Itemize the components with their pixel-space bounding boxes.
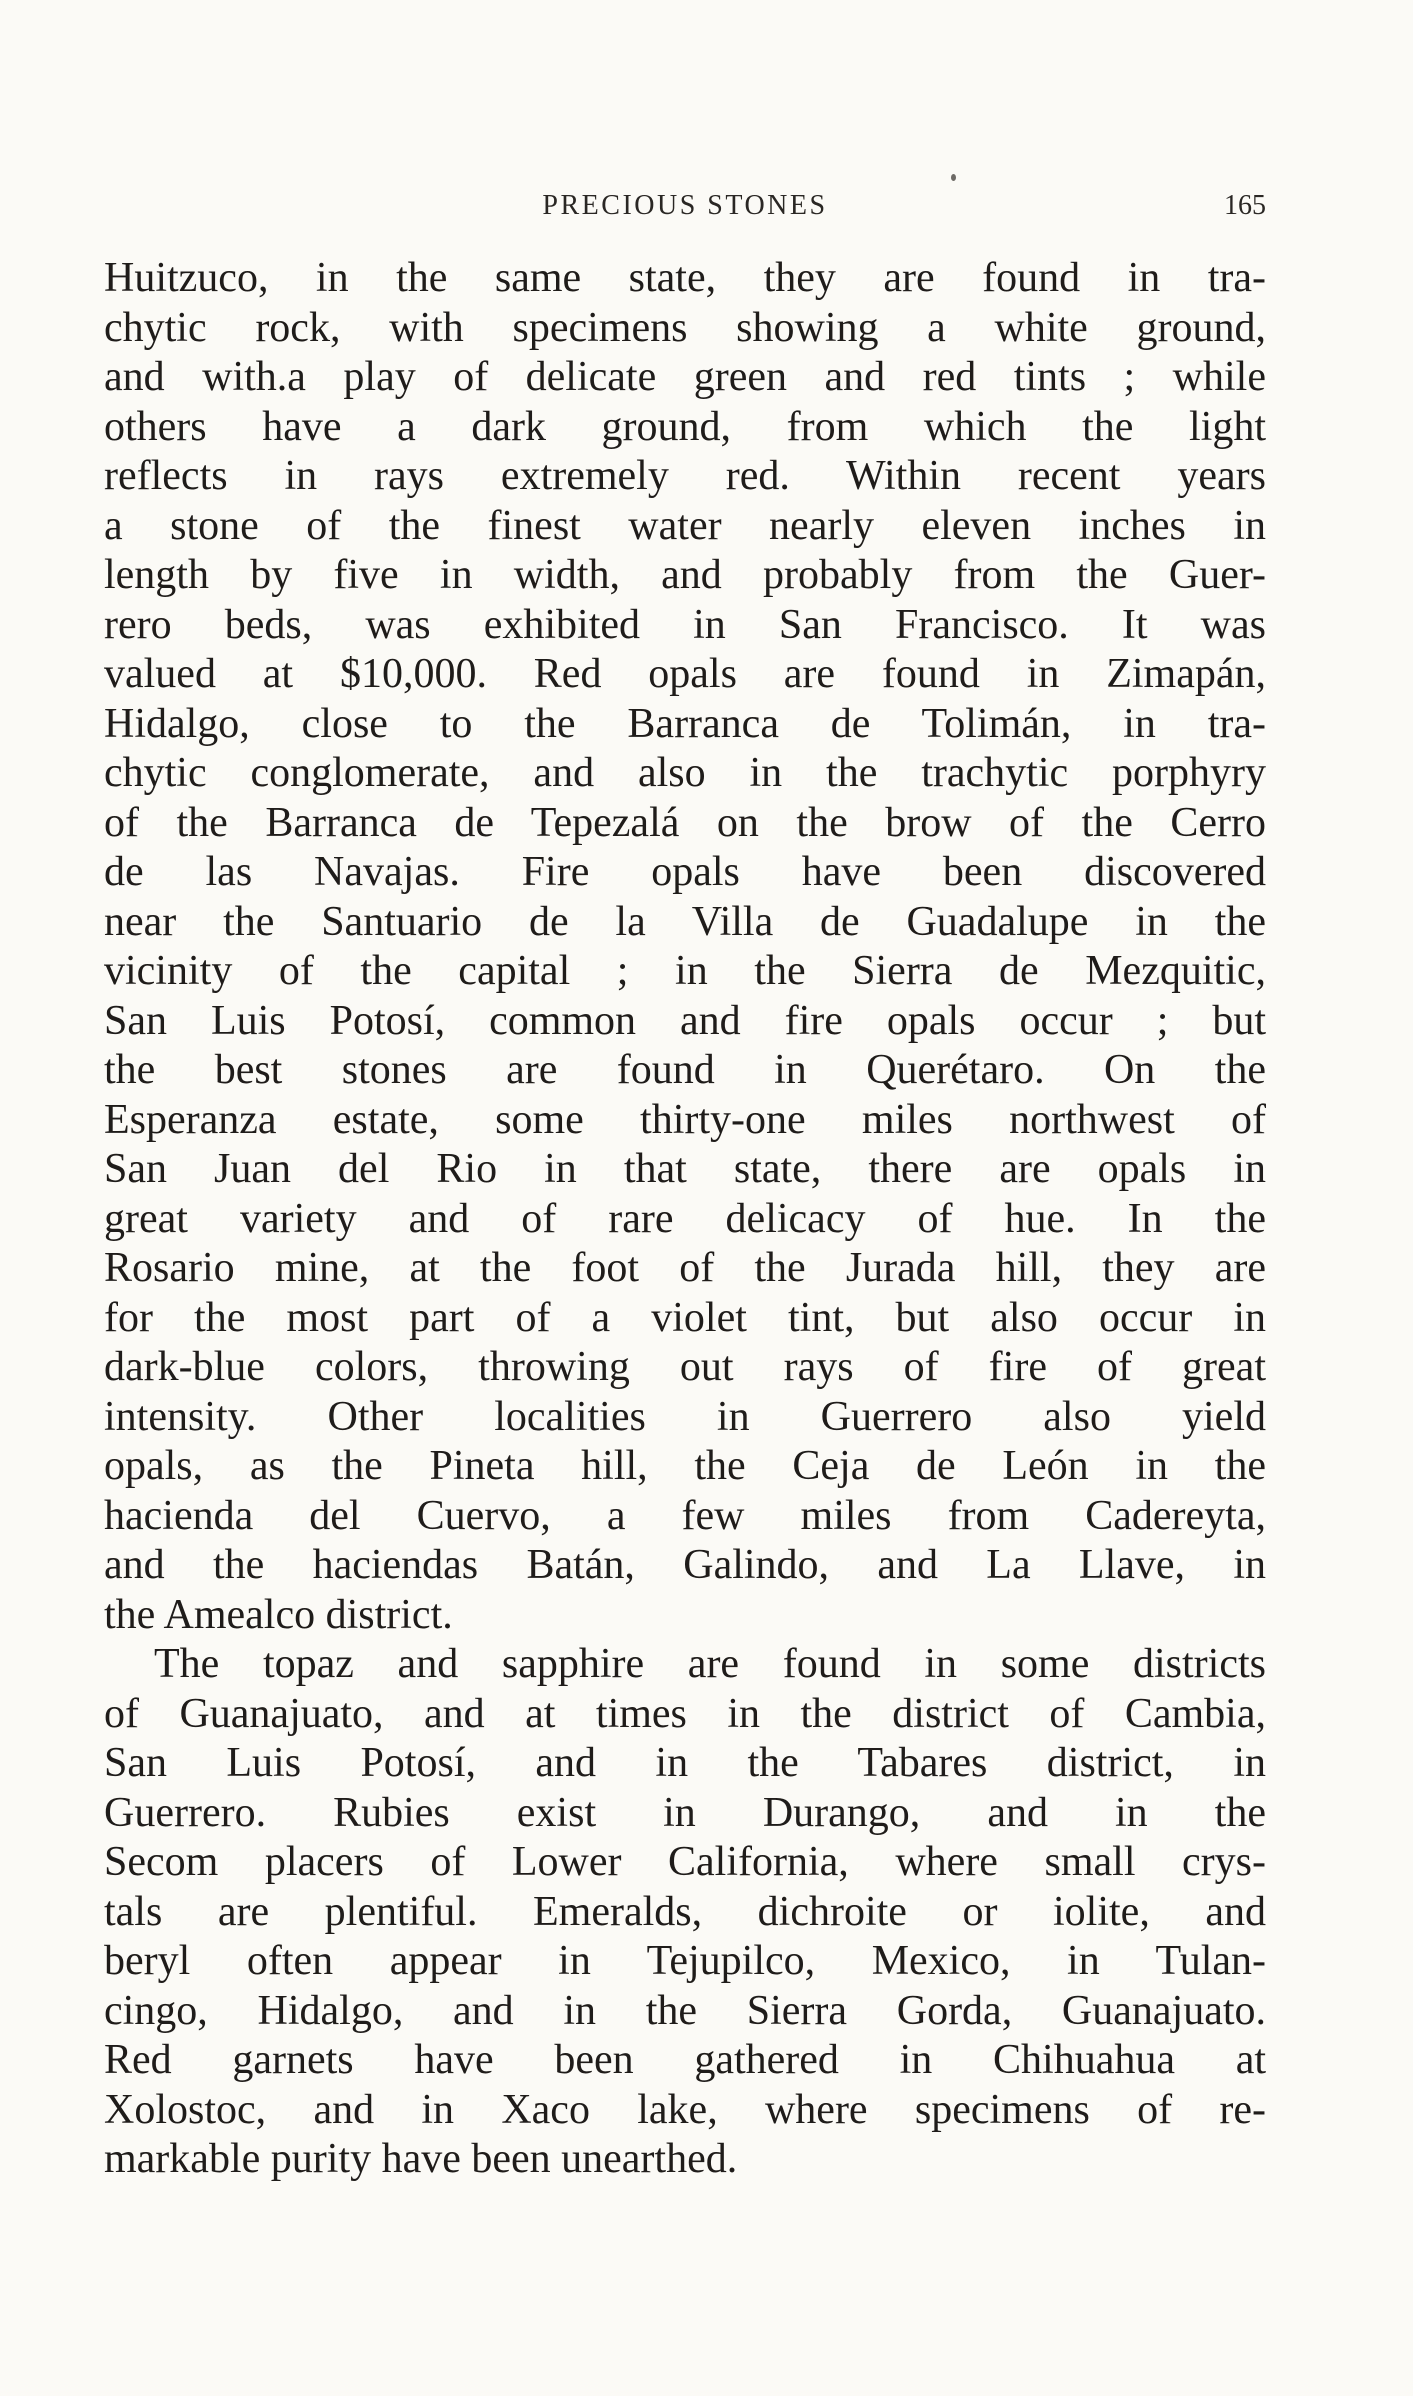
text-line: beryl often appear in Tejupilco, Mexico, in Tulan-	[104, 1938, 1266, 1984]
text-line: length by five in width, and probably from the Guer-	[104, 552, 1266, 598]
text-line: chytic rock, with specimens showing a white ground,	[104, 304, 1266, 351]
text-line: Rosario mine, at the foot of the Jurada hill, they are	[104, 1245, 1266, 1291]
paragraph-opals	[104, 254, 1266, 1640]
text-line: and with.a play of delicate green and red tints ; while	[104, 354, 1266, 400]
text-line: San Juan del Rio in that state, there are opals in	[104, 1146, 1266, 1192]
text-line: San Luis Potosí, and in the Tabares district, in	[104, 1740, 1266, 1786]
running-title: PRECIOUS STONES	[542, 190, 828, 221]
text-line: others have a dark ground, from which the light	[104, 403, 1266, 450]
text-line: for the most part of a violet tint, but also occur in	[104, 1294, 1266, 1341]
text-line: and the haciendas Batán, Galindo, and La Llave, in	[104, 1542, 1266, 1588]
text-line: chytic conglomerate, and also in the trachytic porphyry	[104, 750, 1266, 796]
text-line: tals are plentiful. Emeralds, dichroite or iolite, and	[104, 1888, 1266, 1935]
text-line: great variety and of rare delicacy of hue. In the	[104, 1195, 1266, 1242]
running-header	[104, 186, 1266, 226]
text-line: Secom placers of Lower California, where small crys-	[104, 1839, 1266, 1885]
text-line: de las Navajas. Fire opals have been discovered	[104, 849, 1266, 895]
text-line: the best stones are found in Querétaro. On the	[104, 1047, 1266, 1093]
text-line: a stone of the finest water nearly eleven inches in	[104, 502, 1266, 549]
text-line: the Amealco district.	[104, 1591, 453, 1638]
text-line: dark-blue colors, throwing out rays of fire of great	[104, 1344, 1266, 1390]
text-line: vicinity of the capital ; in the Sierra de Mezquitic,	[104, 948, 1266, 994]
text-line: markable purity have been unearthed.	[104, 2136, 738, 2182]
text-line: Esperanza estate, some thirty-one miles northwest of	[104, 1096, 1266, 1143]
text-line: Hidalgo, close to the Barranca de Tolimán, in tra-	[104, 700, 1266, 747]
text-line: The topaz and sapphire are found in some districts	[154, 1641, 1266, 1687]
text-line: of Guanajuato, and at times in the district of Cambia,	[104, 1690, 1266, 1737]
ink-speck	[951, 174, 956, 181]
text-line: cingo, Hidalgo, and in the Sierra Gorda, Guanajuato.	[104, 1987, 1266, 2034]
text-line: hacienda del Cuervo, a few miles from Cadereyta,	[104, 1492, 1266, 1539]
text-line: intensity. Other localities in Guerrero also yield	[104, 1393, 1266, 1440]
text-line: Red garnets have been gathered in Chihuahua at	[104, 2037, 1266, 2083]
page-number: 165	[1224, 190, 1266, 221]
text-line: Guerrero. Rubies exist in Durango, and in the	[104, 1789, 1266, 1836]
text-line: near the Santuario de la Villa de Guadalupe in the	[104, 898, 1266, 945]
text-line: Huitzuco, in the same state, they are found in tra-	[104, 255, 1266, 301]
text-line: opals, as the Pineta hill, the Ceja de León in the	[104, 1443, 1266, 1489]
text-line: San Luis Potosí, common and fire opals occur ; but	[104, 997, 1266, 1044]
text-line: rero beds, was exhibited in San Francisco. It was	[104, 601, 1266, 648]
body-text	[104, 254, 1266, 2185]
text-line: of the Barranca de Tepezalá on the brow of the Cerro	[104, 799, 1266, 846]
text-line: reflects in rays extremely red. Within recent years	[104, 453, 1266, 499]
text-line: valued at $10,000. Red opals are found in Zimapán,	[104, 651, 1266, 697]
paragraph-gems	[104, 1640, 1266, 2185]
text-line: Xolostoc, and in Xaco lake, where specimens of re-	[104, 2086, 1266, 2133]
